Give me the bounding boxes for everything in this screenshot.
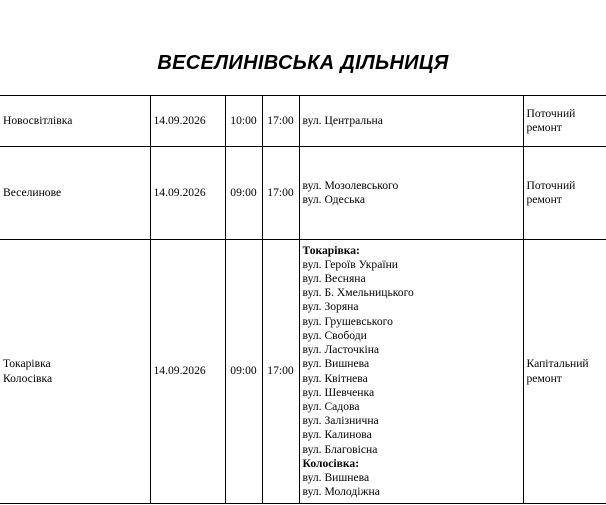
- street-name: вул. Свободи: [302, 328, 367, 342]
- start-time-cell: 09:00: [225, 240, 262, 504]
- street-name: вул. Центральна: [302, 113, 383, 127]
- start-time-cell: 10:00: [225, 96, 262, 147]
- street-name: вул. Вишнева: [302, 470, 370, 484]
- street-name: вул. Героїв України: [302, 257, 398, 271]
- street-name: вул. Калинова: [302, 428, 372, 442]
- work-type-line: Капітальний: [526, 357, 589, 371]
- street-name: вул. Зоряна: [302, 300, 359, 314]
- street-name: вул. Шевченка: [302, 385, 375, 399]
- street-name: вул. Вишнева: [302, 357, 370, 371]
- streets-cell: [299, 96, 523, 147]
- street-name: вул. Одеська: [302, 193, 366, 206]
- table-row: [0, 240, 606, 504]
- work-type-cell: [523, 240, 606, 504]
- outage-schedule-table: [0, 95, 606, 504]
- village-subheading: Колосівка:: [302, 456, 360, 470]
- street-name: вул. Благовісна: [302, 442, 378, 456]
- street-name: вул. Квітнева: [302, 371, 368, 385]
- settlement-cell: [0, 240, 150, 504]
- settlement-name: Веселинове: [3, 185, 62, 199]
- page-title: ВЕСЕЛИНІВСЬКА ДІЛЬНИЦЯ: [157, 52, 449, 74]
- street-name: вул. Залізнична: [302, 414, 379, 428]
- streets-cell: [299, 147, 523, 240]
- work-type-cell: [523, 147, 606, 240]
- settlement-name: Токарівка: [3, 357, 51, 371]
- work-type-line: ремонт: [526, 193, 562, 206]
- street-name: вул. Весняна: [302, 272, 366, 286]
- settlement-cell: [0, 147, 150, 240]
- settlement-name: Новосвітлівка: [3, 113, 73, 127]
- table-row: [0, 147, 606, 240]
- village-subheading: Токарівка:: [302, 243, 360, 257]
- streets-cell: [299, 240, 523, 504]
- settlement-name: Колосівка: [3, 371, 53, 385]
- end-time-cell: 17:00: [262, 240, 299, 504]
- end-time-cell: 17:00: [262, 96, 299, 147]
- street-name: вул. Садова: [302, 399, 360, 413]
- work-type-line: ремонт: [526, 371, 562, 385]
- date-cell: 14.09.2026: [150, 147, 225, 240]
- end-time-cell: 17:00: [262, 147, 299, 240]
- start-time-cell: 09:00: [225, 147, 262, 240]
- work-type-line: Поточний: [526, 178, 576, 192]
- date-cell: 14.09.2026: [150, 96, 225, 147]
- work-type-line: ремонт: [526, 121, 562, 134]
- work-type-cell: [523, 96, 606, 147]
- street-name: вул. Мозолевського: [302, 178, 399, 192]
- work-type-line: Поточний: [526, 106, 576, 120]
- settlement-cell: [0, 96, 150, 147]
- street-name: вул. Ласточкіна: [302, 343, 380, 357]
- street-name: вул. Б. Хмельницького: [302, 286, 414, 300]
- table-row: [0, 96, 606, 147]
- date-cell: 14.09.2026: [150, 240, 225, 504]
- street-name: вул. Молодіжна: [302, 485, 380, 499]
- street-name: вул. Грушевського: [302, 314, 393, 328]
